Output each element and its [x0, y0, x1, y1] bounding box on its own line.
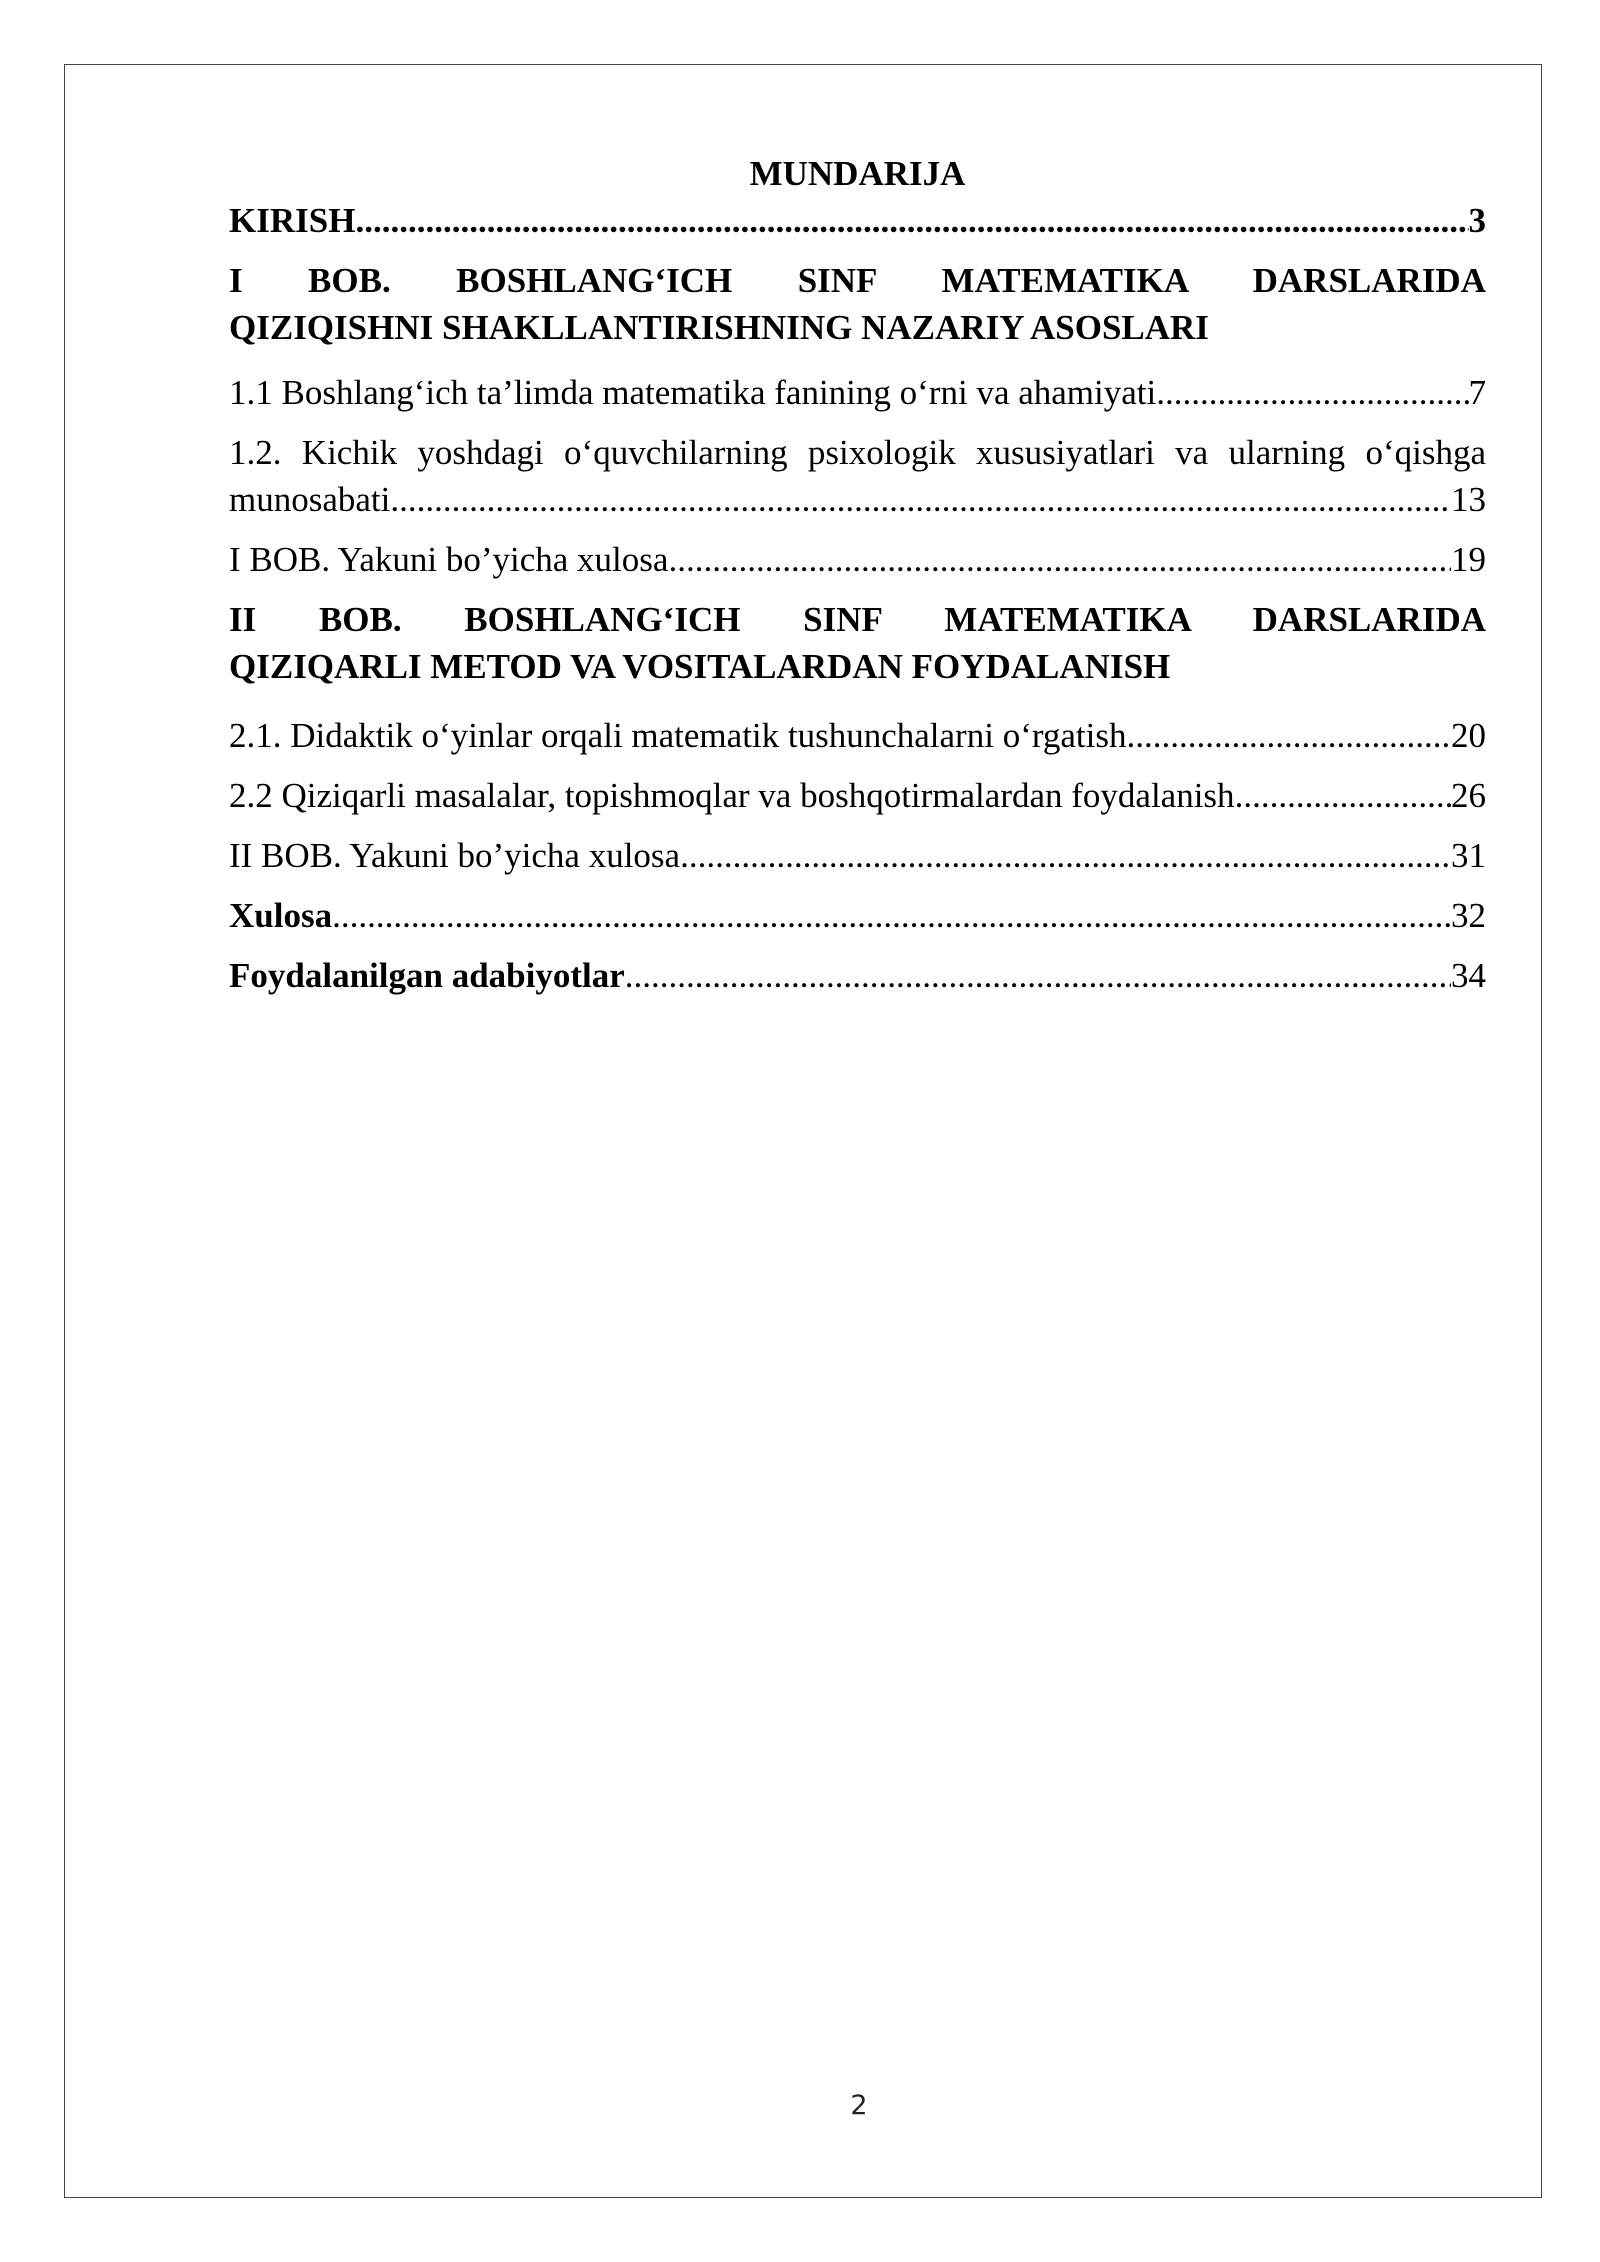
toc-dot-leader [332, 892, 1451, 939]
toc-entry-kirish[interactable] [229, 197, 1486, 244]
toc-entry-references[interactable] [229, 952, 1486, 999]
toc-chapter-1-heading[interactable] [229, 257, 1486, 351]
toc-chapter-2-heading[interactable] [229, 596, 1486, 690]
toc-dot-leader [390, 476, 1451, 523]
toc-entry-page: 26 [1451, 776, 1486, 815]
toc-dot-leader [355, 197, 1468, 244]
toc-entry-2-2[interactable] [229, 772, 1486, 819]
table-of-contents [229, 150, 1486, 999]
toc-entry-page: 32 [1451, 896, 1486, 935]
toc-dot-leader [1156, 369, 1468, 416]
toc-entry-2-1[interactable] [229, 712, 1486, 759]
toc-entry-label: II BOB. Yakuni bo’yicha xulosa [229, 836, 681, 875]
toc-entry-page: 20 [1451, 716, 1486, 755]
toc-entry-chapter-2-conclusion[interactable] [229, 832, 1486, 879]
toc-entry-label: 2.1. Didaktik o‘yinlar orqali matematik tushunchalarni o‘rgatish [229, 716, 1127, 755]
toc-entry-label: munosabati [229, 480, 391, 519]
toc-entry-page: 19 [1451, 540, 1486, 579]
toc-entry-1-1[interactable] [229, 369, 1486, 416]
toc-entry-label: 2.2 Qiziqarli masalalar, topishmoqlar va boshqotirmalardan foydalanish [229, 776, 1235, 815]
toc-dot-leader [625, 952, 1451, 999]
toc-dot-leader [668, 536, 1451, 583]
toc-dot-leader [1126, 712, 1451, 759]
toc-entry-label: Foydalanilgan adabiyotlar [229, 956, 625, 995]
toc-entry-xulosa[interactable] [229, 892, 1486, 939]
toc-entry-page: 7 [1468, 373, 1486, 412]
toc-entry-label-line: 1.2. Kichik yoshdagi o‘quvchilarning psixologik xususiyatlari va ularning o‘qishga [229, 433, 1486, 472]
chapter-heading-line: QIZIQARLI METOD VA VOSITALARDAN FOYDALANISH [229, 647, 1171, 686]
toc-entry-chapter-1-conclusion[interactable] [229, 536, 1486, 583]
toc-entry-page: 13 [1451, 480, 1486, 519]
toc-entry-label: Xulosa [229, 896, 333, 935]
chapter-heading-line: QIZIQISHNI SHAKLLANTIRISHNING NAZARIY ASOSLARI [229, 308, 1209, 347]
toc-dot-leader [1235, 772, 1451, 819]
toc-entry-1-2[interactable] [229, 429, 1486, 523]
toc-entry-label: I BOB. Yakuni bo’yicha xulosa [229, 540, 669, 579]
chapter-heading-line: I BOB. BOSHLANG‘ICH SINF MATEMATIKA DARSLARIDA [229, 261, 1486, 300]
page-number: 2 [850, 2090, 868, 2121]
toc-entry-page: 3 [1468, 201, 1486, 240]
toc-entry-page: 31 [1451, 836, 1486, 875]
toc-title: MUNDARIJA [749, 154, 966, 193]
toc-entry-label: 1.1 Boshlang‘ich ta’limda matematika fanining o‘rni va ahamiyati [229, 373, 1157, 412]
toc-entry-page: 34 [1451, 956, 1486, 995]
chapter-heading-line: II BOB. BOSHLANG‘ICH SINF MATEMATIKA DARSLARIDA [229, 600, 1486, 639]
toc-entry-label: KIRISH [229, 201, 356, 240]
toc-dot-leader [680, 832, 1451, 879]
